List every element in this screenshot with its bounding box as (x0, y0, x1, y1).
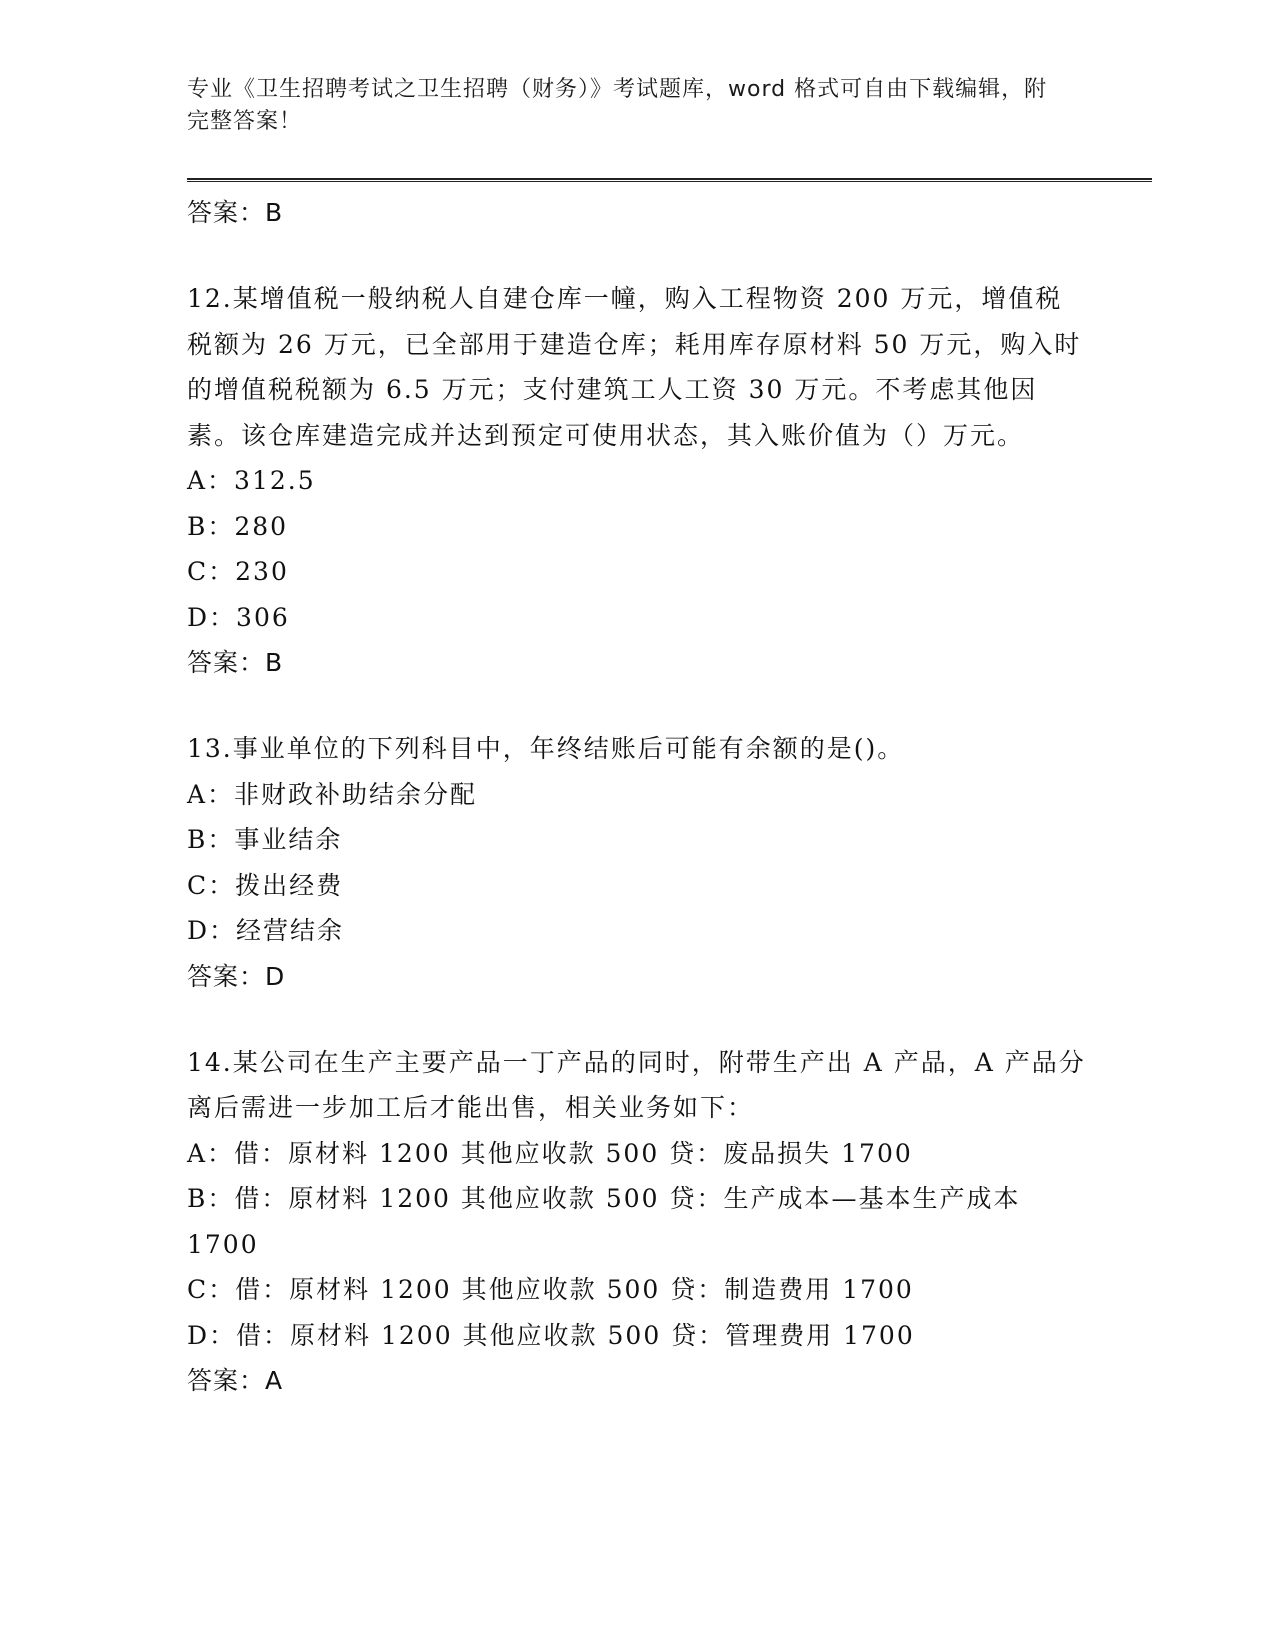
option-c: C：拨出经费 (187, 870, 344, 900)
question-text: 14.某公司在生产主要产品一丁产品的同时，附带生产出 A 产品，A 产品分离后需进一步加工后才能出售，相关业务如下： (187, 1047, 1086, 1122)
option-b: B：事业结余 (187, 825, 343, 854)
option-c: C：230 (187, 557, 289, 586)
answer: 答案：B (187, 648, 284, 677)
question-13 (187, 726, 1087, 1000)
option-a: A：312.5 (187, 466, 316, 495)
option-a: A：借：原材料 1200 其他应收款 500 贷：废品损失 1700 (187, 1138, 913, 1168)
header-divider (187, 178, 1152, 182)
answer: 答案：A (187, 1366, 284, 1395)
option-b: B：借：原材料 1200 其他应收款 500 贷：生产成本—基本生产成本 1700 (187, 1184, 1021, 1259)
option-d: D：借：原材料 1200 其他应收款 500 贷：管理费用 1700 (187, 1320, 915, 1350)
option-c: C：借：原材料 1200 其他应收款 500 贷：制造费用 1700 (187, 1275, 914, 1304)
option-d: D：经营结余 (187, 916, 345, 945)
option-b: B：280 (187, 511, 289, 541)
answer: 答案：D (187, 961, 286, 991)
previous-answer: 答案：B (187, 198, 284, 227)
document-header: 专业《卫生招聘考试之卫生招聘（财务）》考试题库，word 格式可自由下载编辑，附完整答案！ (187, 77, 1048, 134)
question-14 (187, 1040, 1087, 1405)
question-text: 12.某增值税一般纳税人自建仓库一幢，购入工程物资 200 万元，增值税税额为 26 万元，已全部用于建造仓库；耗用库存原材料 50 万元，购入时的增值税税额为 6.5 万元；支付建筑工人工资 30 万元。不考虑其他因素。该仓库建造完成并达到预定可使用状态，其入账价值为（）万元。 (187, 284, 1082, 450)
option-d: D：306 (187, 602, 290, 632)
document-body (187, 190, 1087, 1404)
option-a: A：非财政补助结余分配 (187, 779, 478, 809)
question-text: 13.事业单位的下列科目中，年终结账后可能有余额的是()。 (187, 734, 905, 763)
question-12 (187, 276, 1087, 686)
